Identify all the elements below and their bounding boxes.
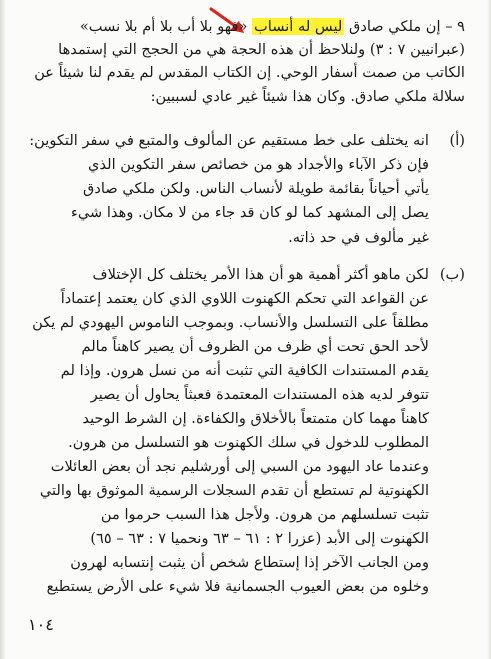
- item-b-line: تثبت تسلسلهم من هرون. ولأجل هذا السبب حرموا من: [100, 506, 429, 523]
- item-b-line: يقدم المستندات الكافية التي تثبت أنه من نسل هرون. وإذا لم: [60, 362, 429, 379]
- page-number: ١٠٤: [28, 615, 54, 634]
- item-b-line: المطلوب للدخول في سلك الكهنوت هو التسلسل من هرون.: [68, 434, 429, 451]
- intro-line-4: سلالة ملكي صادق. وكان هذا شيئاً غير عادي لسببين:: [150, 88, 465, 105]
- item-a-line: انه يختلف على خط مستقيم عن المألوف والمتبع في سفر التكوين:: [29, 132, 429, 149]
- scan-shadow-right: [487, 0, 491, 659]
- item-a-line: غير مألوف في حد ذاته.: [288, 229, 429, 246]
- item-b-line: لكن ماهو أكثر أهمية هو أن هذا الأمر يختلف كل الإختلاف: [92, 266, 429, 283]
- item-a-line: فإن ذكر الآباء والأجداد هو من خصائص سفر التكوين الذي: [88, 156, 429, 173]
- highlighted-phrase: ليس له أنساب: [254, 18, 343, 35]
- item-b-line: تتوفر لديه هذه المستندات المعتمدة فعبثاً يحاول أن يصير: [90, 386, 429, 403]
- intro-line-1-start: ٩ – إن ملكي صادق: [349, 18, 465, 35]
- intro-line-3: الكاتب من صمت أسفار الوحي. إن الكتاب المقدس لم يقدم لنا شيئاً عن: [34, 64, 465, 81]
- item-b-line: عن القواعد التي تحكم الكهنوت اللاوي الذي كان يعتمد إعتماداً: [60, 290, 429, 307]
- item-b-line: مطلقاً على التسلسل والأنساب. وبموجب الناموس اليهودي لم يكن: [32, 314, 429, 331]
- intro-line-2: (عبرانيين ٧ : ٣) ولنلاحظ أن هذه الحجة هي من الحجج التي إستمدها: [58, 41, 465, 58]
- intro-line-1: [80, 17, 465, 37]
- item-a-marker: (أ): [449, 132, 465, 149]
- scan-shadow-left: [0, 0, 6, 659]
- item-b-line: الكهنوتية لم تستطع أن تقدم السجلات الرسمية الموثوق بها والتي: [39, 482, 429, 499]
- item-b-line: كاهناً مهما كان متمتعاً بالأخلاق والكفاءة. إن الشرط الوحيد: [82, 410, 429, 427]
- intro-line-1-end: «فهو بلا أب بلا أم بلا نسب»: [79, 18, 248, 35]
- item-b-line: لأحد الحق تحت أي ظرف من الظروف أن يصير كاهناً مالم: [81, 338, 429, 355]
- item-a-line: يصل إلى المشهد كما لو كان قد جاء من لا مكان. وهذا شيء: [71, 204, 429, 221]
- item-b-marker: (ب): [439, 266, 465, 283]
- item-b-line: وخلوه من بعض العيوب الجسمانية فلا شيء على الأرض يستطيع: [46, 578, 429, 595]
- item-b-line: ومن الجانب الآخر إذا إستطاع شخص أن يثبت إنتسابه لهرون: [70, 554, 429, 571]
- item-a-line: يأتي أحياناً بقائمة طويلة لأنساب الناس. ولكن ملكي صادق: [83, 180, 429, 197]
- item-b-line: وعندما عاد اليهود من السبي إلى أورشليم نجد أن بعض العائلات: [50, 458, 429, 475]
- item-b-line: الكهنوت إلى الأبد (عزرا ٢ : ٦١ – ٦٣ ونحميا ٧ : ٦٣ – ٦٥): [90, 530, 429, 547]
